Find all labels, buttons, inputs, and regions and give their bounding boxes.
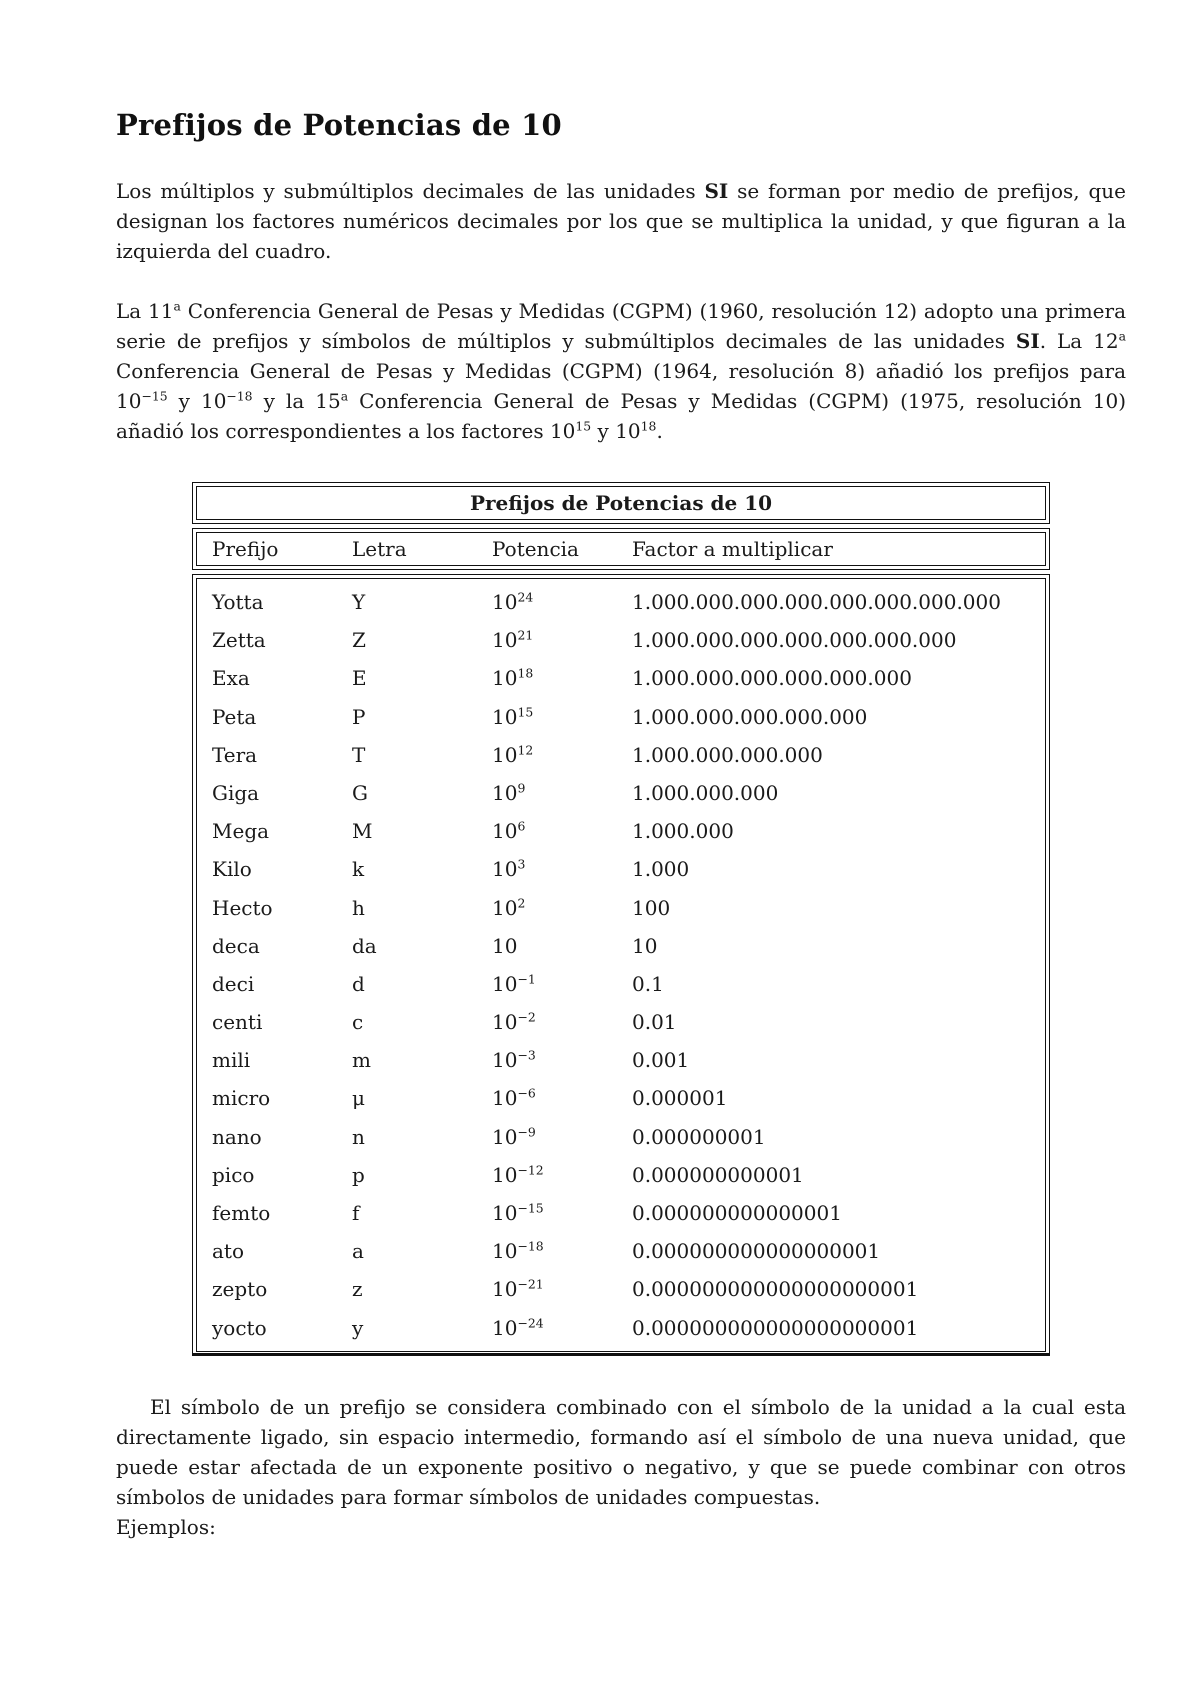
cell-potencia [492, 1118, 632, 1156]
cell-prefijo: Exa [212, 666, 250, 691]
power-base: 10 [492, 628, 518, 653]
cell-prefijo: pico [212, 1162, 255, 1187]
cell-potencia [492, 812, 632, 850]
cell-factor: 0.000000000000000000001 [632, 1277, 919, 1302]
power-base: 10 [492, 590, 518, 614]
power-exponent: 21 [517, 627, 534, 643]
cell-letra: k [352, 857, 365, 882]
cell-factor: 0.01 [632, 1010, 677, 1035]
cell-potencia [492, 736, 632, 774]
text-run: Conferencia General de Pesas y Medidas (CGPM) (1964, resolución 8) añadió los prefijos para 10 [116, 359, 1126, 413]
power-base: 10 [492, 1010, 518, 1035]
symbol-paragraph: El símbolo de un prefijo se considera combinado con el símbolo de la unidad a la cual esta directamente ligado, sin espacio intermedio, formando así el símbolo de una nueva unidad, que puede estar afectada de un exponente positivo o negativo, y que se puede combinar con otros símbolos de unidades para formar símbolos de unidades compuestas. [116, 1394, 1126, 1509]
cell-letra: μ [352, 1086, 365, 1111]
cell-potencia [492, 1079, 632, 1117]
cell-letra: d [352, 971, 365, 996]
page-title: Prefijos de Potencias de 10 [116, 108, 562, 142]
table-row [193, 1156, 1049, 1194]
power-exponent: 2 [517, 895, 526, 911]
table-row [193, 774, 1049, 812]
text-run: y 10 [591, 419, 641, 443]
power-exponent: −12 [517, 1162, 544, 1178]
cell-prefijo: mili [212, 1048, 251, 1073]
power-exponent: 15 [517, 704, 534, 720]
power-base: 10 [492, 666, 518, 691]
cell-factor: 0.1 [632, 971, 664, 996]
table-row [193, 927, 1049, 965]
power-base: 10 [492, 857, 518, 882]
cell-letra: z [352, 1277, 363, 1302]
table-row [193, 1079, 1049, 1117]
text-run: . La 12 [1039, 329, 1119, 353]
cell-prefijo: Peta [212, 704, 257, 729]
superscript: −18 [226, 388, 253, 404]
cell-factor: 1.000.000.000.000.000.000.000.000 [632, 590, 1001, 614]
cell-potencia [492, 698, 632, 736]
cell-letra: E [352, 666, 367, 691]
cell-prefijo: micro [212, 1086, 271, 1111]
cell-potencia [492, 965, 632, 1003]
cell-factor: 0.000000000001 [632, 1162, 804, 1187]
cell-potencia [492, 1270, 632, 1308]
superscript: 15 [575, 418, 592, 434]
superscript: −15 [141, 388, 168, 404]
power-exponent: −3 [517, 1047, 536, 1063]
cell-letra: p [352, 1162, 365, 1187]
cell-prefijo: yocto [212, 1315, 267, 1340]
text-run: La 11 [116, 299, 174, 323]
cell-prefijo: femto [212, 1201, 271, 1225]
cell-factor: 1.000.000.000 [632, 780, 779, 805]
cell-potencia [492, 621, 632, 659]
cell-prefijo: ato [212, 1239, 245, 1264]
cell-letra: f [352, 1201, 360, 1225]
cell-letra: T [352, 742, 366, 767]
table-caption: Prefijos de Potencias de 10 [192, 482, 1050, 524]
table-row [193, 1270, 1049, 1308]
table-row [193, 621, 1049, 659]
cell-potencia [492, 774, 632, 812]
text-run: . [656, 419, 663, 443]
power-base: 10 [492, 1201, 518, 1225]
cell-letra: c [352, 1010, 364, 1035]
cell-prefijo: Kilo [212, 857, 252, 882]
power-exponent: −15 [517, 1200, 544, 1216]
cell-prefijo: nano [212, 1124, 262, 1149]
cell-potencia [492, 583, 632, 621]
power-exponent: 3 [517, 856, 526, 872]
superscript: a [1118, 328, 1126, 344]
cell-prefijo: Tera [212, 742, 258, 767]
intro-paragraph [116, 176, 1126, 266]
cell-factor: 0.000001 [632, 1086, 728, 1111]
power-base: 10 [492, 1124, 518, 1149]
power-base: 10 [492, 1277, 518, 1302]
table-body [192, 574, 1050, 1356]
table-row [193, 1194, 1049, 1232]
table-row [193, 965, 1049, 1003]
table-row [193, 850, 1049, 888]
column-header-letra: Letra [352, 537, 407, 561]
text-run: Conferencia General de Pesas y Medidas (CGPM) (1975, resolución 10) añadió los correspondientes a los factores 10 [116, 389, 1126, 443]
table-row [193, 1118, 1049, 1156]
power-exponent: 12 [517, 742, 534, 758]
text-run: y 10 [167, 389, 227, 413]
power-base: 10 [492, 971, 518, 996]
power-exponent: −9 [517, 1124, 536, 1140]
cell-prefijo: Hecto [212, 895, 273, 920]
power-exponent: 6 [517, 818, 526, 834]
cell-factor: 100 [632, 895, 671, 920]
cell-factor: 0.001 [632, 1048, 690, 1073]
document-content [116, 108, 1126, 1542]
prefix-table [192, 482, 1050, 1356]
cell-letra: n [352, 1124, 365, 1149]
cell-potencia [492, 1194, 632, 1232]
cell-letra: P [352, 704, 366, 729]
power-base: 10 [492, 933, 518, 958]
cell-letra: Y [352, 590, 366, 614]
cell-factor: 10 [632, 933, 658, 958]
text-run: se forman por medio de prefijos, que designan los factores numéricos decimales por los que se multiplica la unidad, y que figuran a la izquierda del cuadro. [116, 179, 1126, 263]
cell-prefijo: centi [212, 1010, 263, 1035]
cell-factor: 1.000.000.000.000.000.000 [632, 666, 912, 691]
table-row [193, 698, 1049, 736]
power-base: 10 [492, 742, 518, 767]
table-row [193, 736, 1049, 774]
power-base: 10 [492, 704, 518, 729]
cell-letra: m [352, 1048, 371, 1073]
column-header-factor: Factor a multiplicar [632, 537, 833, 561]
bold-si: SI [1015, 329, 1040, 353]
power-exponent: −18 [517, 1238, 544, 1254]
cell-letra: a [352, 1239, 364, 1264]
superscript: a [173, 298, 181, 314]
cell-factor: 1.000.000.000.000.000.000.000 [632, 628, 957, 653]
text-run: y la 15 [252, 389, 341, 413]
cell-potencia [492, 1232, 632, 1270]
text-run: Los múltiplos y submúltiplos decimales de las unidades [116, 179, 705, 203]
superscript: a [340, 388, 349, 404]
cell-potencia [492, 1003, 632, 1041]
cell-potencia [492, 927, 632, 965]
power-exponent: 24 [517, 589, 534, 605]
cell-factor: 0.000000000000001 [632, 1201, 842, 1225]
table-row [193, 1232, 1049, 1270]
cell-prefijo: zepto [212, 1277, 268, 1302]
cell-prefijo: deci [212, 971, 255, 996]
text-run: Conferencia General de Pesas y Medidas (CGPM) (1960, resolución 12) adopto una primera serie de prefijos y símbolos de múltiplos y submúltiplos decimales de las unidades [116, 299, 1126, 353]
cell-letra: Z [352, 628, 366, 653]
power-base: 10 [492, 1086, 518, 1111]
table-row [193, 1309, 1049, 1347]
power-exponent: −2 [517, 1009, 536, 1025]
column-header-prefijo: Prefijo [212, 537, 279, 561]
cell-factor: 0.000000000000000001 [632, 1239, 881, 1264]
power-exponent: 9 [517, 780, 526, 796]
cell-potencia [492, 1309, 632, 1347]
cell-prefijo: Zetta [212, 628, 266, 653]
cell-factor: 1.000.000 [632, 819, 734, 844]
power-base: 10 [492, 819, 518, 844]
cell-potencia [492, 889, 632, 927]
table-row [193, 583, 1049, 621]
cell-potencia [492, 659, 632, 697]
table-row [193, 1041, 1049, 1079]
table-header-row [192, 528, 1050, 570]
cell-potencia [492, 850, 632, 888]
cell-factor: 1.000.000.000.000.000 [632, 704, 868, 729]
table-row [193, 659, 1049, 697]
power-base: 10 [492, 1162, 518, 1187]
column-header-potencia: Potencia [492, 537, 579, 561]
cell-prefijo: Giga [212, 780, 260, 805]
cell-letra: y [352, 1315, 364, 1340]
superscript: 18 [640, 418, 657, 434]
power-exponent: 18 [517, 665, 534, 681]
table-row [193, 812, 1049, 850]
power-exponent: −1 [517, 971, 536, 987]
cell-factor: 1.000.000.000.000 [632, 742, 823, 767]
power-base: 10 [492, 1048, 518, 1073]
table-row [193, 1003, 1049, 1041]
cell-prefijo: deca [212, 933, 260, 958]
table-row [193, 889, 1049, 927]
cell-letra: da [352, 933, 377, 958]
power-exponent: −6 [517, 1086, 536, 1101]
cell-factor: 0.000000000000000000001 [632, 1315, 919, 1340]
cell-prefijo: Yotta [212, 590, 264, 614]
cell-factor: 0.000000001 [632, 1124, 766, 1149]
power-exponent: −24 [517, 1315, 544, 1331]
power-base: 10 [492, 1315, 518, 1340]
power-base: 10 [492, 1239, 518, 1264]
cell-prefijo: Mega [212, 819, 270, 844]
bold-si: SI [704, 179, 729, 203]
cell-letra: G [352, 780, 368, 805]
cell-potencia [492, 1041, 632, 1079]
cell-potencia [492, 1156, 632, 1194]
cell-letra: M [352, 819, 373, 844]
examples-label: Ejemplos: [116, 1514, 216, 1539]
power-base: 10 [492, 895, 518, 920]
power-base: 10 [492, 780, 518, 805]
cell-factor: 1.000 [632, 857, 690, 882]
cgpm-paragraph [116, 296, 1126, 446]
cell-letra: h [352, 895, 365, 920]
power-exponent: −21 [517, 1276, 544, 1292]
